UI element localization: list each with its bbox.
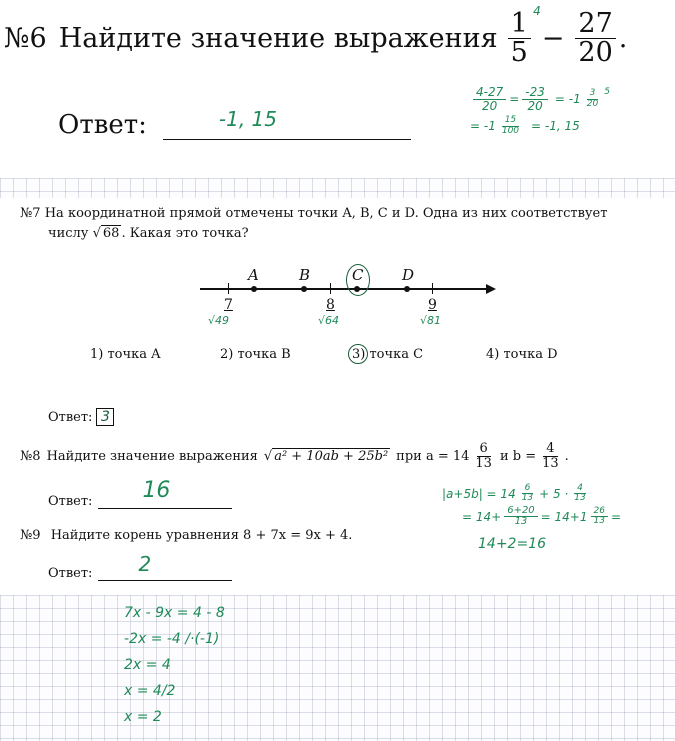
graph-paper-strip	[0, 178, 675, 198]
tick-label-7: 7	[224, 297, 233, 313]
tick-9	[432, 283, 433, 294]
task8-answer-value: 16	[142, 478, 171, 503]
number-line	[200, 288, 490, 290]
task9-work: 7x - 9x = 4 - 8 -2x = -4 /·(-1) 2x = 4 x = 4/2 x = 2	[124, 605, 225, 725]
tick-label-9: 9	[428, 297, 437, 313]
task6-number: №6	[4, 23, 47, 55]
number-line-arrow-icon	[486, 284, 496, 294]
task6-answer-label: Ответ:	[58, 110, 147, 140]
task6-handwritten-mark: 4	[533, 4, 541, 18]
option-4: 4) точка D	[486, 347, 558, 362]
point-c-label: C	[352, 266, 364, 284]
task6-fraction-1: 1 5 4	[508, 10, 531, 68]
option-1: 1) точка A	[90, 347, 161, 362]
point-a-dot	[251, 286, 257, 292]
task6-answer-value: -1, 15	[218, 107, 277, 131]
tick-note-8: √64	[318, 314, 340, 327]
task6-text: Найдите значение выражения	[58, 23, 498, 55]
point-b-label: B	[299, 266, 311, 284]
task6-section	[0, 0, 675, 178]
point-c-circle-mark	[346, 264, 370, 296]
tick-8	[330, 283, 331, 294]
task6-answer-line	[163, 107, 411, 140]
task9-statement: №9 Найдите корень уравнения 8 + 7x = 9x + 4.	[20, 528, 353, 543]
task8-b-fraction: $\frac{4}{13}$	[542, 441, 559, 471]
point-b-dot	[301, 286, 307, 292]
point-a-label: A	[248, 266, 259, 284]
task7-answer-box: 3	[96, 408, 114, 426]
task6-work: $\frac{4-27}{20}$ = $\frac{-23}{20}$ = -1 $\frac{3}{20}$ 5 = -1 $\frac{15}{100}$ = -1, 15	[470, 85, 610, 136]
point-d-dot	[404, 286, 410, 292]
task7-sqrt: √ 68	[92, 226, 120, 241]
option-3: 3) точка C	[352, 347, 424, 362]
point-d-label: D	[402, 266, 415, 284]
task8-statement: №8 Найдите значение выражения √ a² + 10ab + 25b² при a = 14 $\frac{6}{13}$ и b = $\frac{4}{13}$ .	[20, 441, 569, 471]
task8-work: |a+5b| = 14 $\frac{6}{13}$ + 5 · $\frac{4}{13}$ = 14+ $\frac{6+20}{13}$ = 14+1 $\frac{26}{13}$ = 14+2=16	[442, 483, 622, 552]
task6-statement: №6 Найдите значение выражения 1 5 4 − $\frac{27}{20}$ .	[4, 4, 628, 69]
tick-note-9: √81	[420, 314, 442, 327]
option-2: 2) точка B	[220, 347, 291, 362]
task7-answer: Ответ: 3	[48, 408, 114, 426]
task6-minus: −	[541, 23, 565, 55]
task6-answer	[58, 107, 411, 140]
task8-answer: Ответ: 16	[48, 492, 232, 509]
task8-a-fraction: $\frac{6}{13}$	[475, 441, 492, 471]
task7-statement: №7 На координатной прямой отмечены точки A, B, C и D. Одна из них соответствует числу √ 68 . Какая это точка?	[20, 204, 607, 244]
task7-section	[0, 198, 675, 438]
task8-sqrt: √ a² + 10ab + 25b²	[263, 448, 389, 464]
task9-answer: Ответ: 2	[48, 566, 232, 581]
option-3-circle-mark	[348, 344, 368, 364]
task9-answer-value: 2	[138, 552, 152, 576]
tick-7	[228, 283, 229, 294]
graph-paper-bottom	[0, 595, 675, 741]
tick-label-8: 8	[326, 297, 335, 313]
tick-note-7: √49	[208, 314, 230, 327]
task6-fraction-2: $\frac{27}{20}$	[575, 10, 615, 68]
